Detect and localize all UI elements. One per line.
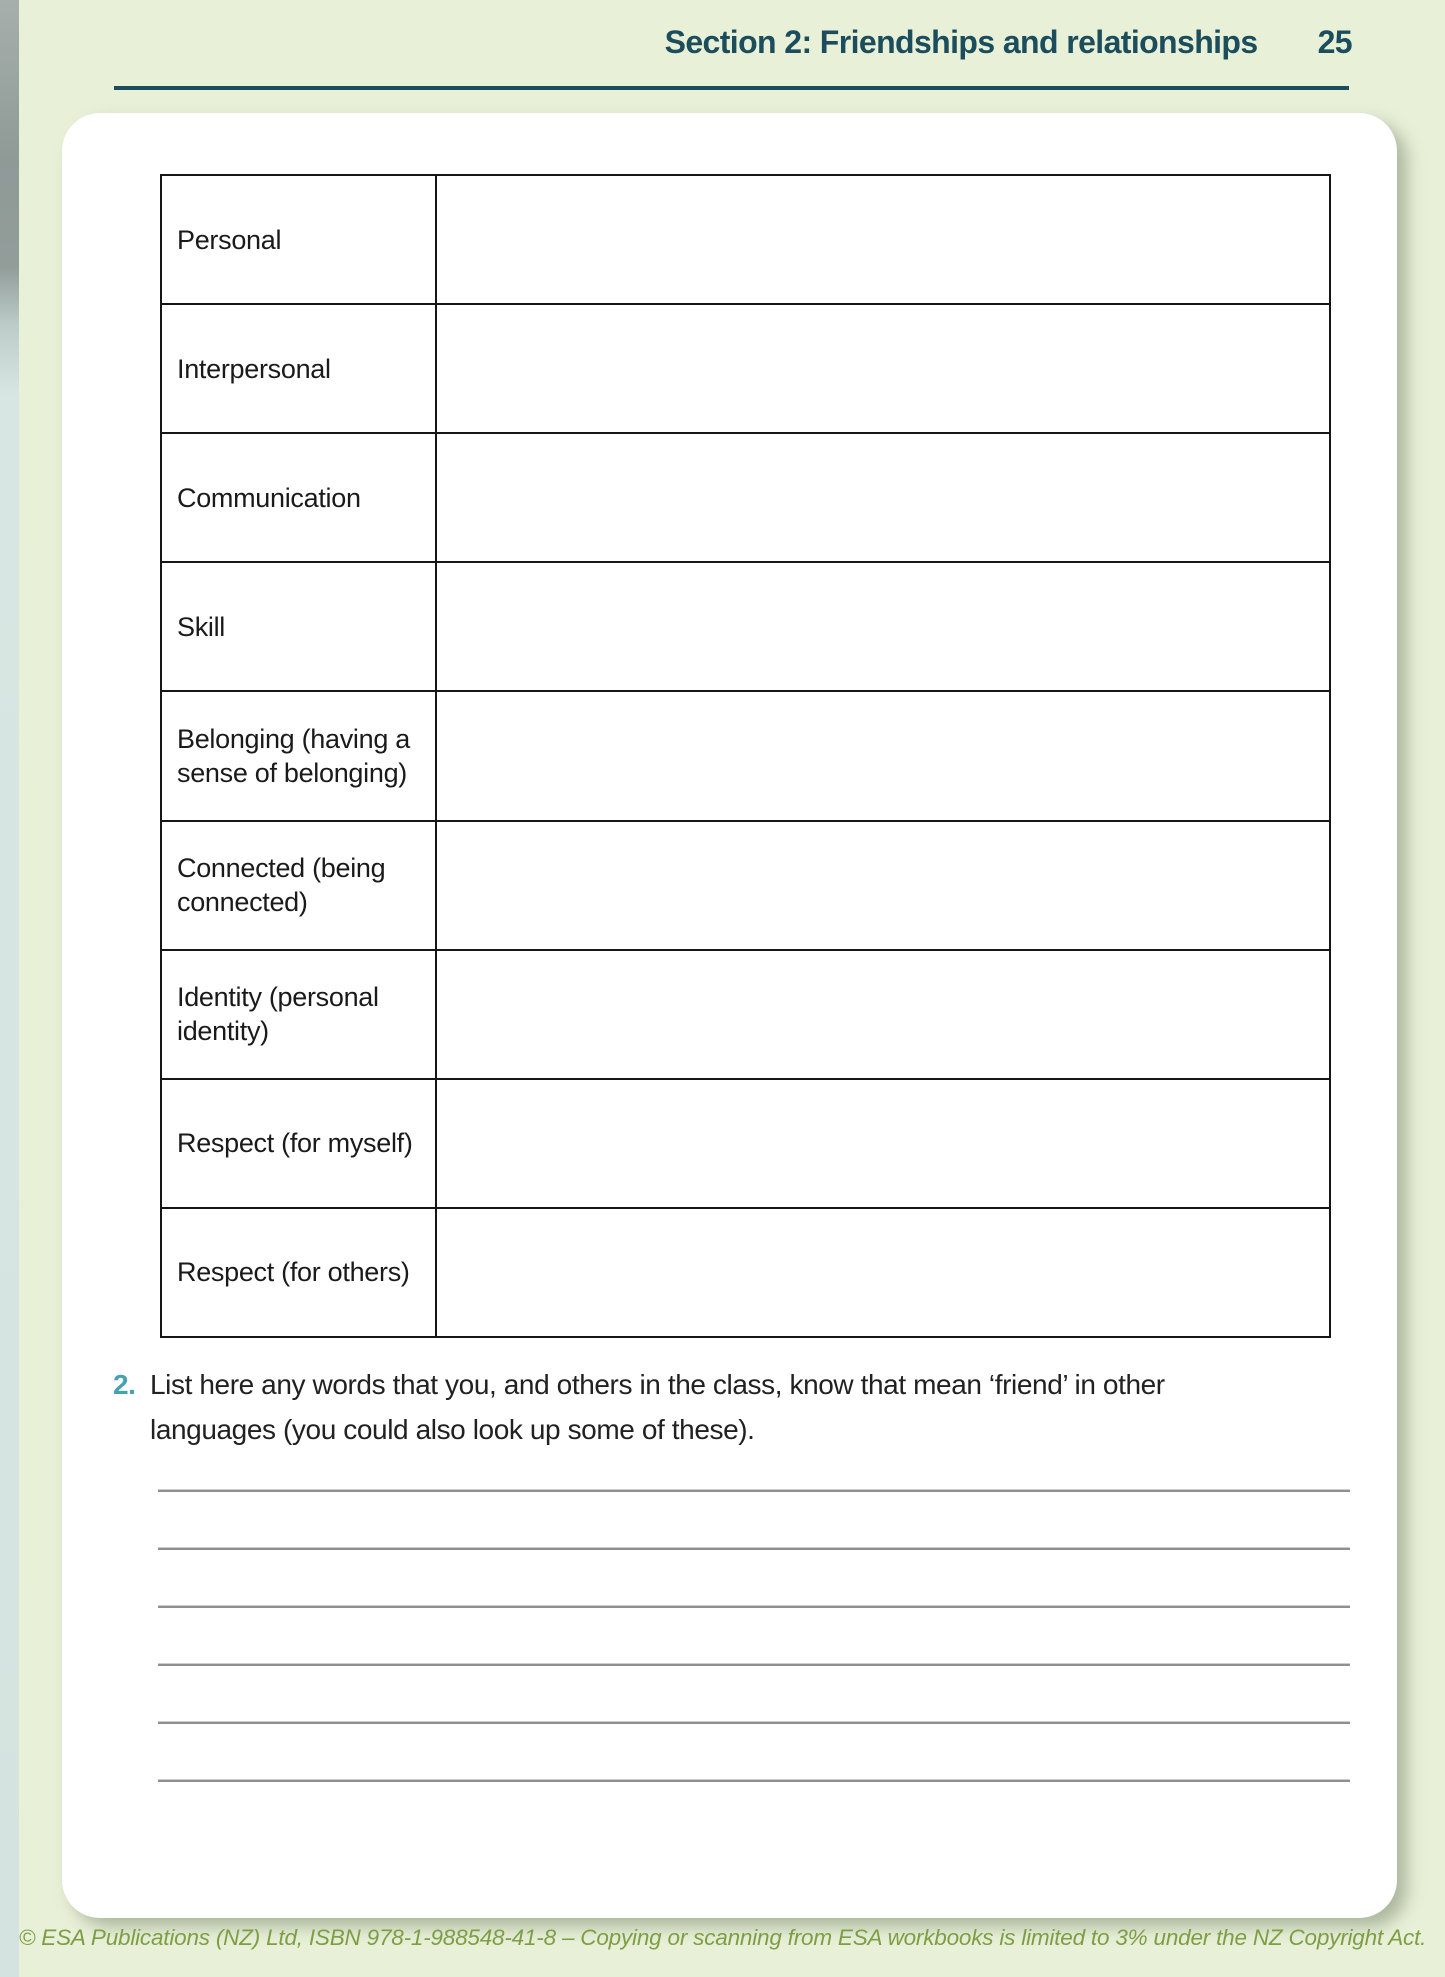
row-label: Respect (for myself) [161,1079,436,1208]
table-row [161,433,1330,562]
question-number: 2. [113,1369,136,1400]
row-label: Communication [161,433,436,562]
row-answer-space [436,950,1330,1079]
row-answer-space [436,433,1330,562]
section-title: Section 2: Friendships and relationships [664,24,1258,60]
answer-lines [158,1489,1350,1782]
header-rule [114,86,1349,90]
question-2 [113,1362,1223,1452]
answer-line [158,1721,1350,1724]
row-answer-space [436,821,1330,950]
table-row [161,691,1330,820]
page-number: 25 [1317,24,1352,60]
table-row [161,562,1330,691]
footer-copyright: © ESA Publications (NZ) Ltd, ISBN 978-1-988548-41-8 – Copying or scanning from ESA workbooks is limited to 3% under the NZ Copyright Act. [18,1925,1427,1950]
content-card [62,113,1397,1918]
row-label: Belonging (having a sense of belonging) [161,691,436,820]
answer-line [158,1547,1350,1550]
row-label: Respect (for others) [161,1208,436,1337]
table-row [161,950,1330,1079]
table-row [161,1208,1330,1337]
answer-line [158,1663,1350,1666]
table-row [161,821,1330,950]
row-answer-space [436,175,1330,304]
row-answer-space [436,304,1330,433]
table-row [161,1079,1330,1208]
row-label: Interpersonal [161,304,436,433]
row-answer-space [436,1079,1330,1208]
answer-line [158,1779,1350,1782]
vocabulary-table [160,174,1331,1338]
row-label: Personal [161,175,436,304]
row-answer-space [436,562,1330,691]
row-answer-space [436,1208,1330,1337]
answer-line [158,1489,1350,1492]
answer-line [158,1605,1350,1608]
table-row [161,304,1330,433]
question-text: List here any words that you, and others in the class, know that mean ‘friend’ in other languages (you could also look up some of these). [150,1369,1165,1445]
row-label: Skill [161,562,436,691]
row-label: Identity (personal identity) [161,950,436,1079]
row-label: Connected (being connected) [161,821,436,950]
page-edge-strip [0,0,19,1977]
page-header [0,24,1352,61]
table-row [161,175,1330,304]
row-answer-space [436,691,1330,820]
